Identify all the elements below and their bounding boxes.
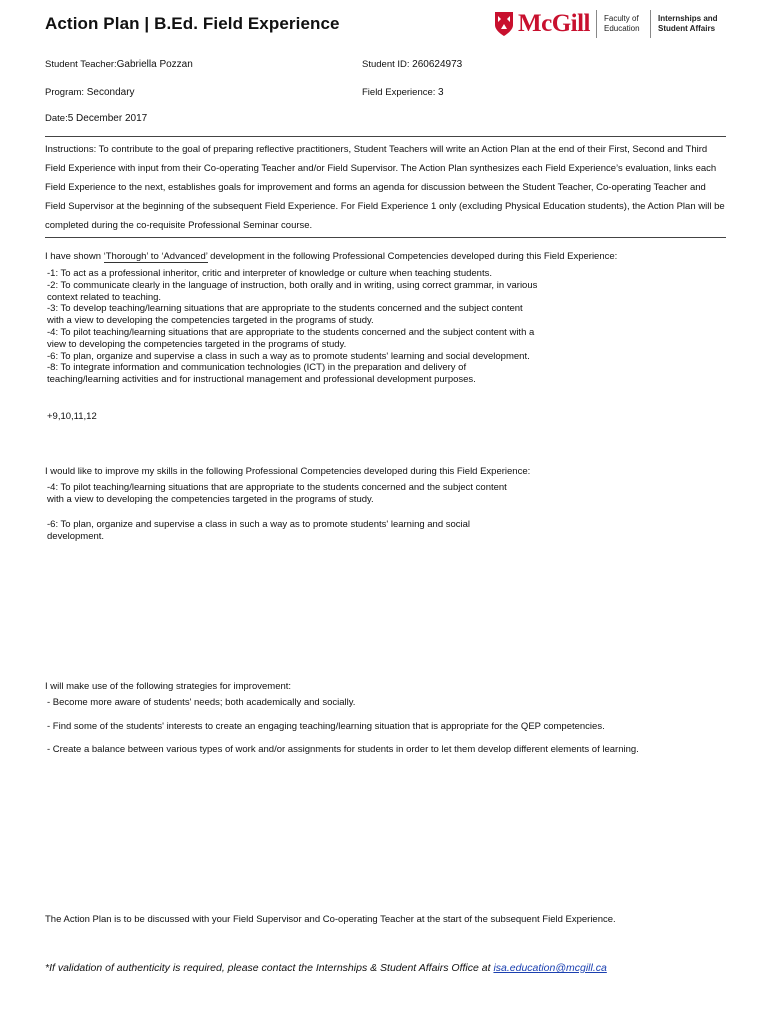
strategy-item: - Find some of the students' interests to create an engaging teaching/learning situation that is appropriate for the QEP competencies. bbox=[47, 721, 605, 732]
field-experience-field: Field Experience: 3 bbox=[362, 87, 444, 98]
logo-divider bbox=[596, 10, 597, 38]
student-teacher-field: Student Teacher:Gabriella Pozzan bbox=[45, 59, 193, 70]
mcgill-logo bbox=[494, 6, 718, 42]
program-field: Program: Secondary bbox=[45, 87, 135, 98]
contact-email-link[interactable]: isa.education@mcgill.ca bbox=[493, 962, 607, 974]
divider-top bbox=[45, 136, 726, 137]
improve-heading: I would like to improve my skills in the following Professional Competencies developed during this Field Experience: bbox=[45, 466, 531, 477]
program-value: Secondary bbox=[86, 87, 135, 98]
strategy-item: - Create a balance between various types of work and/or assignments for students in order to let them develop different elements of learning. bbox=[47, 744, 639, 755]
strengths-heading: I have shown ‘Thorough’ to ‘Advanced’ development in the following Professional Competencies developed during this Field Experience: bbox=[45, 251, 618, 262]
mcgill-shield-icon bbox=[494, 11, 514, 37]
office-label: Internships and Student Affairs bbox=[657, 14, 718, 33]
field-experience-value: 3 bbox=[438, 87, 444, 98]
discussion-note: The Action Plan is to be discussed with your Field Supervisor and Co-operating Teacher at the start of the subsequent Field Experience. bbox=[45, 914, 616, 925]
strengths-list: -1: To act as a professional inheritor, critic and interpreter of knowledge or culture when teaching students. -2: To communicate clearly in the language of instruction, both orally and in writing, using correct grammar, in various context related to teaching. -3: To develop teaching/learning situations that are appropriate to the students concerned and the subject content with a view to developing the competencies targeted in the programs of study. -4: To pilot teaching/learning situations that are appropriate to the students concerned and the subject content with a view to developing the competencies targeted in the programs of study. -6: To plan, organize and supervise a class in such a way as to promote students' learning and social development. -8: To integrate information and communication technologies (ICT) in the preparation and delivery of teaching/learning activities and for instructional management and professional development purposes. bbox=[47, 268, 538, 386]
student-teacher-value: Gabriella Pozzan bbox=[116, 59, 193, 70]
contact-note: *If validation of authenticity is required, please contact the Internships & Student Affairs Office at isa.education@mcgill.ca bbox=[45, 962, 607, 974]
strategy-item: - Become more aware of students' needs; both academically and socially. bbox=[47, 697, 356, 708]
improve-item-6: -6: To plan, organize and supervise a class in such a way as to promote students' learning and social development. bbox=[47, 519, 471, 542]
faculty-label: Faculty of Education bbox=[603, 14, 640, 33]
strategies-heading: I will make use of the following strategies for improvement: bbox=[45, 681, 292, 692]
student-id-field: Student ID: 260624973 bbox=[362, 59, 463, 70]
strengths-extra: +9,10,11,12 bbox=[47, 411, 97, 422]
logo-brand: McGill bbox=[518, 10, 590, 37]
strengths-emphasis: ‘Thorough’ to ‘Advanced’ bbox=[103, 251, 208, 262]
date-field: Date:5 December 2017 bbox=[45, 113, 148, 124]
divider-bottom bbox=[45, 237, 726, 238]
logo-divider-2 bbox=[650, 10, 651, 38]
date-value: 5 December 2017 bbox=[67, 113, 148, 124]
student-id-value: 260624973 bbox=[412, 59, 463, 70]
improve-item-4: -4: To pilot teaching/learning situations that are appropriate to the students concerned and the subject content with a view to developing the competencies targeted in the programs of study. bbox=[47, 482, 507, 505]
page-title: Action Plan | B.Ed. Field Experience bbox=[45, 14, 340, 33]
instructions: Instructions: To contribute to the goal of preparing reflective practitioners, Student Teachers will write an Action Plan at the end of their First, Second and Third Field Experience with input from their Co-operating Teacher and/or Field Supervisor. The Action Plan synthesizes each Field Experience’s evaluation, links each Field Experience to the next, establishes goals for improvement and forms an agenda for discussion between the Student Teacher, Co-operating Teacher and Field Supervisor at the beginning of the subsequent Field Experience. For Field Experience 1 only (excluding Physical Education students), the Action Plan will be completed during the co-requisite Professional Seminar course. bbox=[45, 144, 725, 231]
